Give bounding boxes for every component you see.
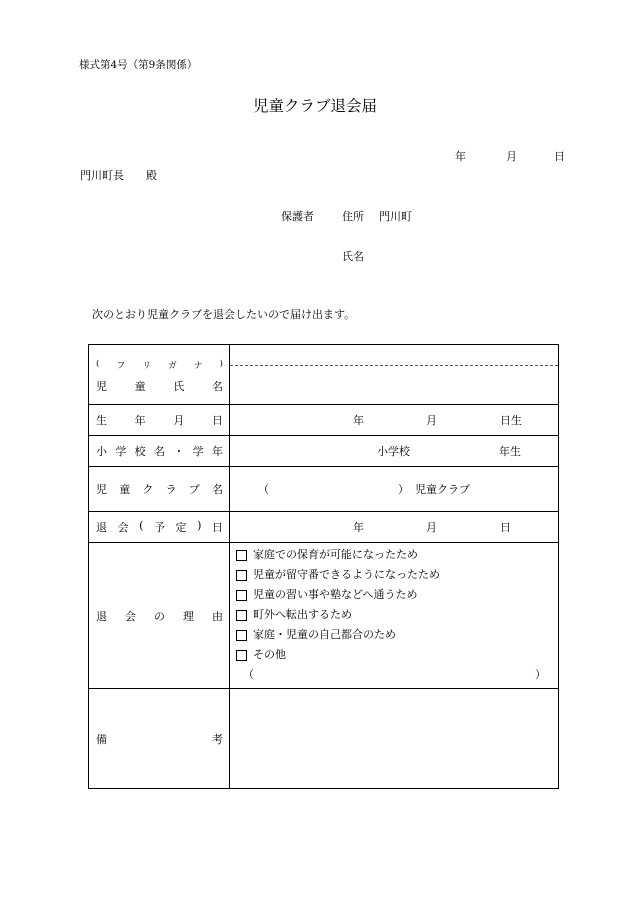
birthdate-label: [89, 412, 229, 428]
reason-option[interactable]: [236, 545, 558, 565]
label-char: 学: [115, 445, 127, 458]
form-number: 様式第4号（第9条関係）: [79, 59, 198, 71]
reason-option[interactable]: [236, 605, 558, 625]
grade-unit: 年生: [499, 445, 521, 458]
club-open-paren: （: [258, 483, 269, 496]
birthdate-month-unit: 月: [426, 414, 437, 427]
withdraw-date-input[interactable]: [230, 512, 559, 543]
label-char: 童: [134, 379, 146, 393]
label-char: ク: [142, 483, 154, 496]
label-char: 児: [96, 483, 107, 496]
birthdate-year-unit: 年: [353, 414, 364, 427]
label-char: 学: [192, 445, 204, 458]
label-char: フ: [116, 360, 126, 371]
reason-label-cell: [89, 543, 230, 689]
club-close-paren: ）: [398, 483, 409, 496]
label-char: 定: [175, 521, 187, 534]
reason-label: [89, 608, 229, 624]
school-unit: 小学校: [377, 445, 410, 458]
label-char: 考: [212, 732, 223, 746]
withdraw-date-label-cell: [89, 512, 230, 543]
school-label: [89, 443, 229, 459]
remarks-label: [89, 731, 229, 747]
reason-list: [230, 543, 558, 688]
club-label-cell: [89, 467, 230, 512]
label-char: ・: [173, 445, 185, 458]
club-input[interactable]: [230, 467, 559, 512]
remarks-label-cell: [89, 689, 230, 789]
label-char: ): [197, 519, 202, 532]
label-char: ガ: [168, 360, 177, 371]
label-char: 日: [211, 521, 223, 534]
label-char: 生: [96, 414, 107, 427]
reason-option-label: 児童の習い事や塾などへ通うため: [253, 588, 418, 601]
label-char: 氏: [173, 379, 185, 393]
label-char: 理: [183, 609, 194, 623]
label-char: 名: [211, 379, 223, 393]
checkbox[interactable]: [236, 630, 247, 641]
reason-option-label: その他: [253, 648, 286, 661]
label-char: ): [219, 358, 223, 369]
birthdate-label-cell: [89, 405, 230, 436]
withdrawal-form-table: [88, 344, 559, 789]
label-char: 校: [134, 445, 146, 458]
checkbox[interactable]: [236, 610, 247, 621]
label-char: 退: [96, 609, 107, 623]
club-row: [89, 467, 559, 512]
label-char: (: [139, 519, 144, 532]
checkbox[interactable]: [236, 550, 247, 561]
label-char: 名: [211, 483, 223, 496]
reason-option-label: 町外へ転出するため: [253, 608, 352, 621]
checkbox[interactable]: [236, 570, 247, 581]
reason-option[interactable]: [236, 585, 558, 605]
birthdate-row: [89, 405, 559, 436]
withdraw-date-row: [89, 512, 559, 543]
reason-option-label: 児童が留守番できるようになったため: [253, 568, 440, 581]
label-char: 由: [212, 609, 223, 623]
withdraw-month-unit: 月: [426, 521, 437, 534]
label-char: 退: [96, 521, 107, 534]
header-date-year: 年: [455, 150, 466, 163]
label-char: 小: [96, 445, 107, 458]
other-reason-input[interactable]: [236, 665, 558, 685]
other-close-paren: ）: [535, 668, 546, 681]
label-char: 備: [96, 732, 107, 746]
label-char: ラ: [165, 483, 177, 496]
intro-text: 次のとおり児童クラブを退会したいので届け出ます。: [92, 308, 356, 321]
label-char: リ: [142, 360, 151, 371]
withdraw-date-label: [89, 519, 229, 535]
checkbox[interactable]: [236, 650, 247, 661]
club-suffix: 児童クラブ: [415, 483, 470, 496]
reason-option[interactable]: [236, 625, 558, 645]
reason-option-label: 家庭での保育が可能になったため: [253, 548, 418, 561]
school-row: [89, 436, 559, 467]
reason-option[interactable]: [236, 565, 558, 585]
child-name-label: [89, 371, 229, 394]
label-char: 会: [117, 521, 129, 534]
label-char: 会: [125, 609, 136, 623]
reason-row: [89, 543, 559, 689]
address-label: 住所: [342, 210, 364, 223]
child-name-label-cell: [89, 345, 230, 405]
header-date-month: 月: [506, 150, 517, 163]
label-char: 予: [153, 521, 165, 534]
reason-options: [230, 543, 559, 689]
birthdate-input[interactable]: [230, 405, 559, 436]
reason-option-label: 家庭・児童の自己都合のため: [253, 628, 396, 641]
checkbox[interactable]: [236, 590, 247, 601]
addressee: 門川町長 殿: [80, 169, 157, 182]
furigana-label: [89, 356, 229, 371]
guardian-label: 保護者: [281, 210, 314, 223]
label-char: 月: [173, 414, 185, 427]
remarks-input[interactable]: [230, 689, 559, 789]
page-title: 児童クラブ退会届: [252, 97, 377, 115]
withdraw-day-unit: 日: [500, 521, 511, 534]
label-char: ナ: [193, 360, 203, 371]
birthdate-day-unit: 日生: [500, 414, 522, 427]
withdraw-year-unit: 年: [353, 521, 364, 534]
other-open-paren: （: [243, 668, 254, 681]
label-char: ブ: [188, 483, 200, 496]
furigana-divider: [230, 365, 558, 366]
label-char: 名: [153, 445, 165, 458]
remarks-row: [89, 689, 559, 789]
school-input[interactable]: [230, 436, 559, 467]
school-label-cell: [89, 436, 230, 467]
club-label: [89, 481, 229, 497]
label-char: 日: [211, 414, 223, 427]
label-char: 年: [211, 445, 223, 458]
address-value: 門川町: [379, 210, 412, 223]
guardian-name-label: 氏名: [342, 250, 364, 263]
label-char: 年: [134, 414, 146, 427]
child-name-input[interactable]: [230, 345, 559, 405]
header-date-day: 日: [554, 150, 565, 163]
label-char: 児: [96, 379, 107, 393]
reason-option[interactable]: [236, 645, 558, 665]
label-char: の: [154, 609, 165, 623]
label-char: 童: [119, 483, 131, 496]
child-name-row: [89, 345, 559, 405]
label-char: (: [96, 358, 100, 369]
